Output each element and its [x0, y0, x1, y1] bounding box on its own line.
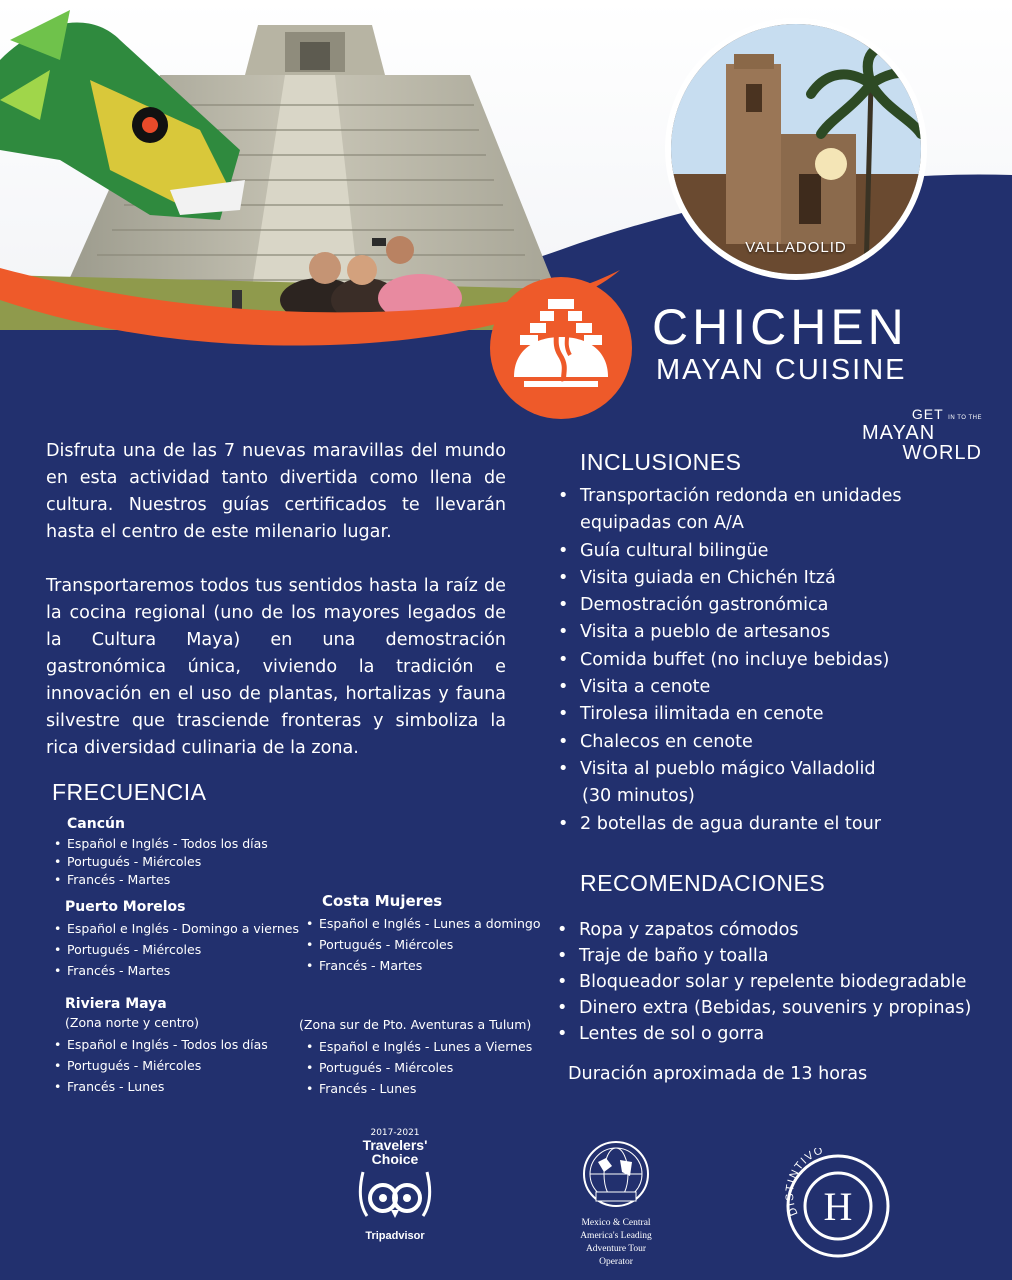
location-name: Costa Mujeres	[322, 892, 443, 910]
distintivo-h-icon	[780, 1148, 896, 1264]
distintivo-h-badge	[780, 1148, 896, 1264]
globe-icon	[566, 1132, 666, 1212]
brand-tagline	[848, 407, 982, 463]
inclusion-item: • Visita a pueblo de artesanos	[556, 619, 902, 646]
inclusion-item	[556, 756, 902, 811]
location-zona-sur	[299, 1017, 532, 1099]
frecuencia-title: FRECUENCIA	[52, 779, 207, 805]
cathedral-illustration	[671, 24, 921, 274]
world-travel-awards-badge	[560, 1132, 672, 1267]
location-note: (Zona sur de Pto. Aventuras a Tulum)	[299, 1017, 532, 1032]
brand-title: CHICHEN	[652, 299, 908, 355]
intro-paragraph-1: Disfruta una de las 7 nuevas maravillas del mundo en esta actividad tanto divertida como llena de cultura. Nuestros guías certificados te llevarán hasta el centro de este milenario lugar.	[46, 441, 506, 542]
recomendaciones-title: RECOMENDACIONES	[580, 870, 826, 896]
schedule-item: • Portugués - Miércoles	[303, 934, 541, 955]
distintivo-letter: H	[823, 1184, 853, 1229]
inclusion-item: • Guía cultural bilingüe	[556, 538, 902, 565]
inclusion-text: Transportación redonda en unidades	[580, 486, 902, 506]
recomendaciones-list	[555, 917, 971, 1047]
schedule-item: • Español e Inglés - Lunes a domingo	[303, 913, 541, 934]
recommendation-item: • Lentes de sol o gorra	[555, 1021, 971, 1047]
tripadvisor-name: Tripadvisor	[365, 1230, 425, 1242]
owl-icon	[355, 1168, 435, 1224]
intro-paragraph-2: Transportaremos todos tus sentidos hasta la raíz de la cocina regional (uno de los mayores legados de la Cultura Maya) en una demostración gastronómica única, viviendo la tradición e innovación en el uso de plantas, hortalizas y fauna silvestre que trasciende fronteras y simboliza la rica diversidad culinaria de la zona.	[46, 576, 506, 758]
distintivo-text: DISTINTIVO	[783, 1148, 826, 1218]
tripadvisor-line-2: Choice	[371, 1151, 419, 1167]
intro-text	[46, 438, 506, 762]
wta-caption-1: Mexico & Central	[581, 1218, 651, 1228]
schedule-item: • Francés - Martes	[51, 871, 268, 889]
wta-caption-2: America's Leading	[580, 1231, 652, 1241]
location-name: Puerto Morelos	[65, 899, 186, 915]
schedule-item: • Francés - Lunes	[303, 1078, 532, 1099]
inclusiones-title: INCLUSIONES	[580, 449, 742, 475]
inclusion-item: • Comida buffet (no incluye bebidas)	[556, 647, 902, 674]
recommendation-item: • Ropa y zapatos cómodos	[555, 917, 971, 943]
tripadvisor-badge	[345, 1128, 445, 1248]
schedule-item: • Francés - Martes	[303, 955, 541, 976]
brand-logo	[490, 277, 632, 419]
tagline-world: WORLD	[902, 442, 982, 464]
inclusion-item: • Demostración gastronómica	[556, 592, 902, 619]
location-cancun	[67, 816, 268, 889]
valladolid-label: VALLADOLID	[745, 239, 847, 256]
location-costa-mujeres	[319, 892, 541, 976]
valladolid-photo	[665, 18, 927, 280]
tripadvisor-years: 2017-2021	[370, 1128, 420, 1138]
recommendation-item: • Traje de baño y toalla	[555, 943, 971, 969]
schedule-item: • Portugués - Miércoles	[51, 939, 299, 960]
inclusion-item: • Chalecos en cenote	[556, 729, 902, 756]
schedule-item: • Portugués - Miércoles	[51, 1055, 268, 1076]
inclusion-item	[556, 483, 902, 538]
wta-caption-4: Operator	[599, 1257, 633, 1267]
tagline-small: IN TO THE	[948, 415, 982, 421]
location-puerto-morelos	[65, 899, 299, 981]
inclusion-text-continued: equipadas con A/A	[580, 513, 744, 534]
schedule-item: • Francés - Martes	[51, 960, 299, 981]
inclusion-item: • 2 botellas de agua durante el tour	[556, 811, 902, 838]
wta-caption-3: Adventure Tour	[585, 1244, 647, 1254]
location-note: (Zona norte y centro)	[65, 1015, 200, 1030]
schedule-item: • Español e Inglés - Todos los días	[51, 1034, 268, 1055]
duration-text: Duración aproximada de 13 horas	[568, 1064, 868, 1084]
schedule-item: • Español e Inglés - Domingo a viernes	[51, 918, 299, 939]
recommendation-item: • Bloqueador solar y repelente biodegradable	[555, 969, 971, 995]
inclusion-item: • Visita guiada en Chichén Itzá	[556, 565, 902, 592]
inclusion-item: • Visita a cenote	[556, 674, 902, 701]
schedule-item: • Portugués - Miércoles	[303, 1057, 532, 1078]
pyramid-dome-icon	[490, 277, 632, 419]
location-name: Riviera Maya	[65, 996, 167, 1012]
location-name: Cancún	[67, 816, 125, 832]
inclusion-item: • Tirolesa ilimitada en cenote	[556, 701, 902, 728]
tagline-mayan: MAYAN	[862, 422, 936, 444]
recommendation-item: • Dinero extra (Bebidas, souvenirs y propinas)	[555, 995, 971, 1021]
inclusion-text: Visita al pueblo mágico Valladolid	[580, 758, 876, 779]
inclusion-text-continued: (30 minutos)	[582, 786, 695, 807]
location-riviera-maya	[65, 996, 268, 1097]
inclusiones-list	[556, 483, 902, 838]
schedule-item: • Portugués - Miércoles	[51, 853, 268, 871]
tripadvisor-line-1: Travelers'	[362, 1137, 428, 1153]
tagline-get: GET	[911, 406, 944, 422]
schedule-item: • Español e Inglés - Todos los días	[51, 835, 268, 853]
schedule-item: • Francés - Lunes	[51, 1076, 268, 1097]
schedule-item: • Español e Inglés - Lunes a Viernes	[303, 1036, 532, 1057]
brand-subtitle: MAYAN CUISINE	[656, 354, 907, 386]
